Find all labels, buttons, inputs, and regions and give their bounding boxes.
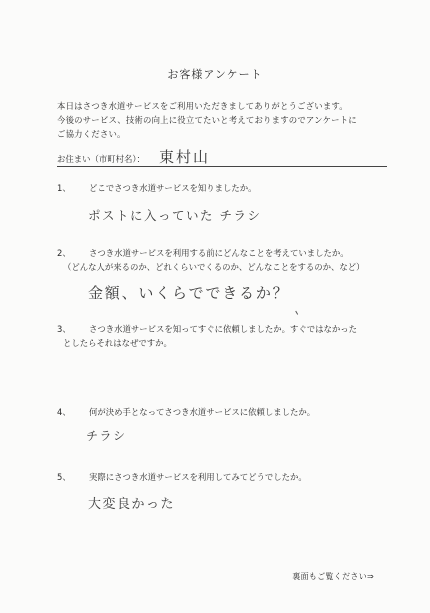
- see-reverse-note: 裏面もご覧ください⇒: [292, 572, 374, 581]
- question-5-text: 実際にさつき水道サービスを利用してみてどうでしたか。: [89, 472, 307, 482]
- answer-4[interactable]: チラシ: [86, 429, 127, 443]
- intro-line-1: 本日はさつき水道サービスをご利用いただきましてありがとうございます。: [57, 101, 348, 111]
- pen-mark: [295, 309, 300, 314]
- address-answer[interactable]: 東村山: [159, 148, 211, 166]
- question-5-number: 5、: [57, 472, 71, 482]
- question-3-number: 3、: [57, 324, 71, 334]
- intro-line-2: 今後のサービス、技術の向上に役立てたいと考えておりますのでアンケートに: [57, 115, 357, 125]
- question-3-text-line-2: としたらそれはなぜですか。: [63, 338, 172, 348]
- answer-1[interactable]: ポストに入っていた チラシ: [88, 208, 262, 223]
- question-4-text: 何が決め手となってさつき水道サービスに依頼しましたか。: [89, 407, 316, 417]
- address-label: お住まい（市町村名）：: [57, 154, 145, 164]
- question-1-number: 1、: [57, 183, 71, 193]
- question-1-text: どこでさつき水道サービスを知りましたか。: [89, 183, 257, 193]
- answer-2[interactable]: 金額、いくらでできるか？: [88, 284, 290, 302]
- answer-5[interactable]: 大変良かった: [88, 497, 176, 512]
- intro-line-3: ご協力ください。: [57, 129, 126, 139]
- question-2-number: 2、: [57, 248, 71, 258]
- address-underline: [57, 166, 387, 167]
- question-3-text: さつき水道サービスを知ってすぐに依頼しましたか。すぐではなかった: [89, 324, 357, 334]
- page-title: お客様アンケート: [167, 68, 263, 81]
- address-field[interactable]: [57, 148, 387, 168]
- question-2-text: さつき水道サービスを利用する前にどんなことを考えていましたか。: [89, 248, 349, 258]
- question-4-number: 4、: [57, 407, 71, 417]
- question-2-subtext: （どんな人が来るのか、どれくらいでくるのか、どんなことをするのか、など）: [63, 262, 365, 272]
- intro-text: [57, 99, 387, 141]
